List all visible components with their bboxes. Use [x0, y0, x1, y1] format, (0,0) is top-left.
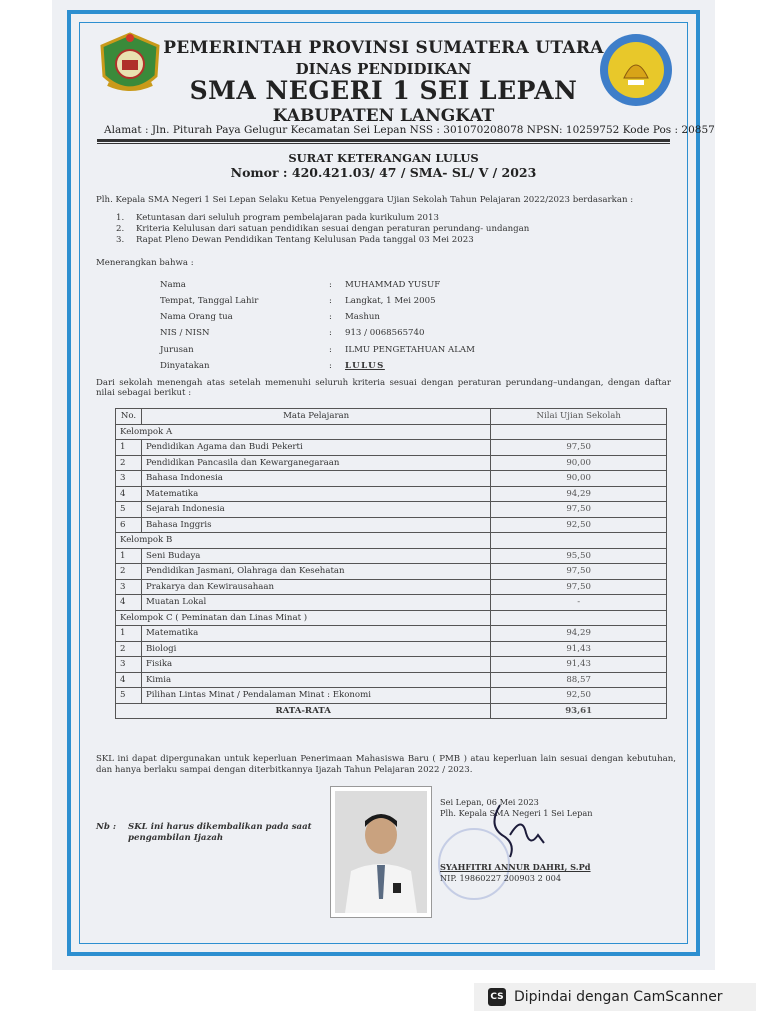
- field-value-status: LULUS: [345, 361, 385, 371]
- table-row: 3 Bahasa Indonesia 90,00: [116, 471, 667, 487]
- field-value-nis: 913 / 0068565740: [345, 328, 425, 338]
- header-regency: KABUPATEN LANGKAT: [272, 106, 495, 126]
- header-divider: [97, 139, 670, 142]
- table-row: 2 Pendidikan Jasmani, Olahraga dan Kesehatan 97,50: [116, 564, 667, 580]
- table-row: 1 Seni Budaya 95,50: [116, 548, 667, 564]
- field-label-nis: NIS / NISN: [160, 328, 210, 338]
- group-name: Kelompok A: [116, 424, 491, 440]
- table-row: 6 Bahasa Inggris 92,50: [116, 517, 667, 533]
- field-label-birth: Tempat, Tanggal Lahir: [160, 296, 259, 306]
- criteria-item: 2. Kriteria Kelulusan dari satuan pendidikan sesuai dengan peraturan perundang- undangan: [116, 224, 530, 234]
- signature-place-date: Sei Lepan, 06 Mei 2023: [440, 797, 539, 807]
- document-number: Nomor : 420.421.03/ 47 / SMA- SL/ V / 2023: [230, 165, 537, 180]
- table-row: 1 Pendidikan Agama dan Budi Pekerti 97,50: [116, 440, 667, 456]
- field-label-name: Nama: [160, 280, 186, 290]
- menerangkan-text: Menerangkan bahwa :: [96, 258, 194, 268]
- col-header-subject: Mata Pelajaran: [141, 409, 490, 425]
- group-row: [116, 424, 667, 440]
- document-title: SURAT KETERANGAN LULUS: [288, 151, 479, 165]
- criteria-item: 3. Rapat Pleno Dewan Pendidikan Tentang Kelulusan Pada tanggal 03 Mei 2023: [116, 235, 474, 245]
- nb-label: Nb :: [96, 822, 117, 832]
- table-row: 2 Biologi 91,43: [116, 641, 667, 657]
- student-photo: [330, 786, 432, 918]
- table-row: 4 Matematika 94,29: [116, 486, 667, 502]
- table-row: 4 Muatan Lokal -: [116, 595, 667, 611]
- group-name: Kelompok C ( Peminatan dan Linas Minat ): [116, 610, 491, 626]
- table-row: 5 Pilihan Lintas Minat / Pendalaman Minat : Ekonomi 92,50: [116, 688, 667, 704]
- average-label: RATA-RATA: [116, 703, 491, 719]
- field-value-major: ILMU PENGETAHUAN ALAM: [345, 345, 475, 355]
- field-value-parent: Mashun: [345, 312, 380, 322]
- table-row: 3 Prakarya dan Kewirausahaan 97,50: [116, 579, 667, 595]
- average-row: [116, 703, 667, 719]
- field-value-name: MUHAMMAD YUSUF: [345, 280, 441, 290]
- table-row: 2 Pendidikan Pancasila dan Kewarganegaraan 90,00: [116, 455, 667, 471]
- grades-table: [115, 408, 667, 719]
- handwritten-signature: [482, 795, 552, 865]
- table-row: 1 Matematika 94,29: [116, 626, 667, 642]
- table-row: 4 Kimia 88,57: [116, 672, 667, 688]
- table-row: 3 Fisika 91,43: [116, 657, 667, 673]
- header-department: DINAS PENDIDIKAN: [295, 60, 472, 78]
- camscanner-logo-icon: CS: [488, 988, 506, 1006]
- field-label-major: Jurusan: [160, 345, 194, 355]
- average-value: 93,61: [491, 703, 667, 719]
- group-row: [116, 610, 667, 626]
- signature-nip: NIP. 19860227 200903 2 004: [440, 873, 562, 883]
- signature-role: Plh. Kepala SMA Negeri 1 Sei Lepan: [440, 808, 593, 818]
- group-row: [116, 533, 667, 549]
- field-label-status: Dinyatakan: [160, 361, 210, 371]
- school-address: Alamat : Jln. Piturah Paya Gelugur Kecamatan Sei Lepan NSS : 301070208078 NPSN: 10259752 Kode Pos : 20857: [104, 124, 715, 136]
- table-row: 5 Sejarah Indonesia 97,50: [116, 502, 667, 518]
- group-name: Kelompok B: [116, 533, 491, 549]
- col-header-no: No.: [116, 409, 142, 425]
- criteria-item: 1. Ketuntasan dari seluluh program pembelajaran pada kurikulum 2013: [116, 213, 439, 223]
- field-label-parent: Nama Orang tua: [160, 312, 233, 322]
- table-header-row: [116, 409, 667, 425]
- col-header-score: Nilai Ujian Sekolah: [491, 409, 667, 425]
- dari-text: Dari sekolah menengah atas setelah memenuhi seluruh kriteria sesuai dengan peraturan perundang–undangan, dengan daftar nilai sebagai berikut :: [96, 378, 671, 398]
- header-government: PEMERINTAH PROVINSI SUMATERA UTARA: [163, 38, 604, 58]
- field-value-birth: Langkat, 1 Mei 2005: [345, 296, 436, 306]
- signature-name: SYAHFITRI ANNUR DAHRI, S.Pd: [440, 862, 591, 872]
- camscanner-watermark: [474, 983, 756, 1011]
- header-divider-thin: [97, 143, 670, 144]
- skl-note: SKL ini dapat dipergunakan untuk keperluan Penerimaan Mahasiswa Baru ( PMB ) atau keperluan lain sesuai dengan kebutuhan, dan hanya berlaku sampai dengan diterbitkannya Ijazah Tahun Pelajaran 2022 / 2023.: [96, 754, 676, 775]
- document-paper: PEMERINTAH PROVINSI SUMATERA UTARA DINAS PENDIDIKAN SMA NEGERI 1 SEI LEPAN KABUPATEN LANGKAT Alamat : Jln. Piturah Paya Gelugur Kecamatan Sei Lepan NSS : 301070208078 NPSN: 10259752 Kode Pos : 20857 SURAT KETERANGAN LULUS Nomor : 420.421.03/ 47 / SMA- SL/ V / 2023 Plh. Kepala SMA Negeri 1 Sei Lepan Selaku Ketua Penyelenggara Ujian Sekolah Tahun Pelajaran 2022/2023 berdasarkan : 1. Ketuntasan dari seluluh program pembelajaran pada kurikulum 2013 2. Kriteria Kelulusan dari satuan pendidikan sesuai dengan peraturan perundang- undangan 3. Rapat Pleno Dewan Pendidikan Tentang Kelulusan Pada tanggal 03 Mei 2023 Menerangkan bahwa : Nama : MUHAMMAD YUSUF Tempat, Tanggal Lahir : Langkat, 1 Mei 2005 Nama Orang tua : Mashun NIS / NISN : 913 / 0068565740 Jurusan : ILMU PENGETAHUAN ALAM Dinyatakan : LULUS Dari sekolah menengah atas setelah memenuhi seluruh kriteria sesuai dengan peraturan perundang–undangan, dengan daftar nilai sebagai berikut : No. Mata Pelajaran Nilai Ujian Sekolah Kelompok A 1 Pendidikan Agama dan Budi Pekerti 97,50 2 Pendidikan Pancasila dan Kewarganegaraan 90,00 3 Bahasa Indonesia 90,00 4 Matematika 94,29 5 Sejarah Indonesia 97,50 6 Bahasa Inggris 92,50 Kelompok B 1 Seni Budaya 95,50 2 Pendidikan Jasmani, Olahraga dan Kesehatan 97,50 3 Prakarya dan Kewirausahaan 97,50 4 Muatan Lokal - Kelompok C ( Peminatan dan Linas Minat ) 1 Matematika 94,29 2 Biologi 91,43 3 Fisika 91,43 4 Kimia 88,57 5 Pilihan Lintas Minat / Pendalaman Minat : Ekonomi 92,50 RATA-RATA 93,61 SKL ini dapat dipergunakan untuk keperluan Penerimaan Mahasiswa Baru ( PMB ) atau keperluan lain sesuai dengan kebutuhan, dan hanya berlaku sampai dengan diterbitkannya Ijazah Tahun Pelajaran 2022 / 2023. Nb : SKL ini harus dikembalikan pada saat pengambilan Ijazah Sei Lepan, 06 Mei 2023 Plh. Kepala SMA Negeri 1 Sei Lepan SYAHFITRI ANNUR DAHRI, S.Pd NIP. 19860227 200903 2 004: [52, 0, 715, 970]
- header-school-name: SMA NEGERI 1 SEI LEPAN: [189, 76, 578, 105]
- intro-text: Plh. Kepala SMA Negeri 1 Sei Lepan Selaku Ketua Penyelenggara Ujian Sekolah Tahun Pelajaran 2022/2023 berdasarkan :: [96, 195, 634, 205]
- camscanner-text: Dipindai dengan CamScanner: [514, 989, 723, 1005]
- nb-text: SKL ini harus dikembalikan pada saat pengambilan Ijazah: [128, 822, 312, 843]
